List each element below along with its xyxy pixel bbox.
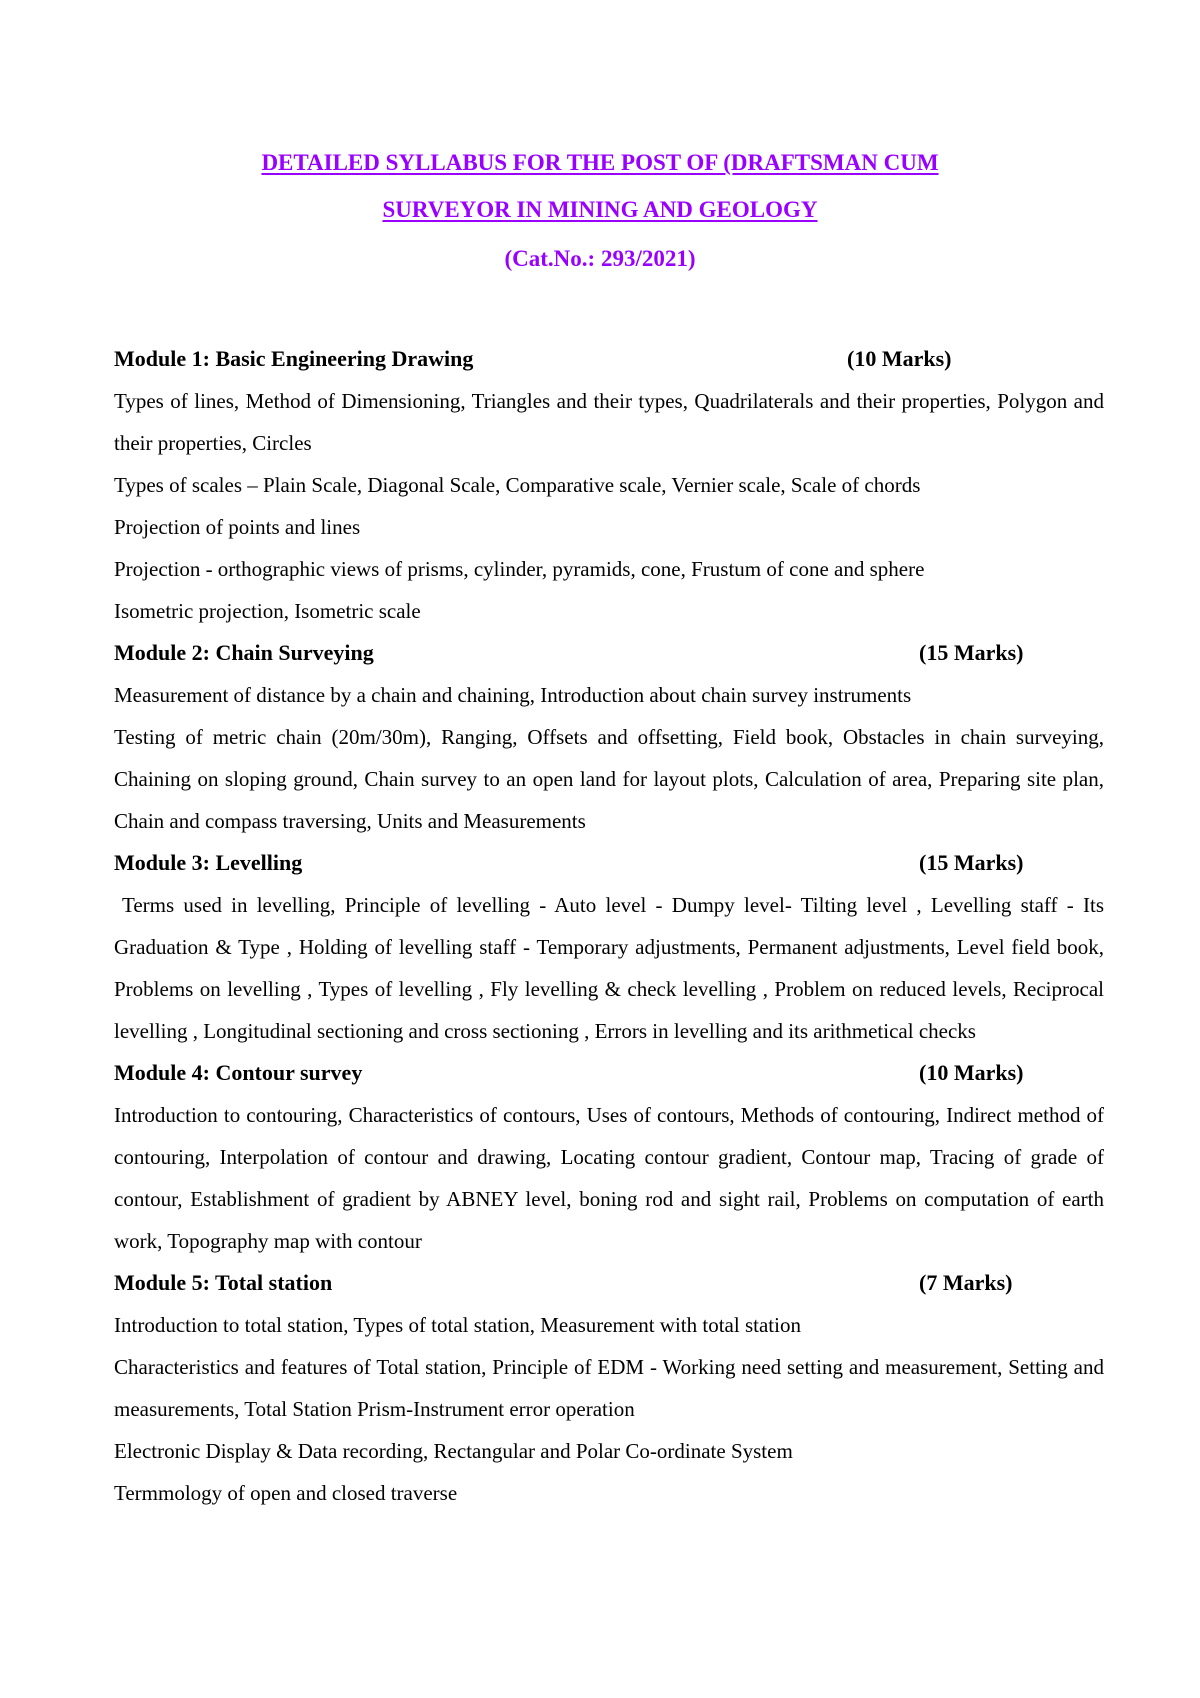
document-title-line-1: DETAILED SYLLABUS FOR THE POST OF (DRAFTSMAN CUM [261,150,939,175]
module-text: Testing of metric chain (20m/30m), Ranging, Offsets and offsetting, Field book, Obstacles in chain surveying, Chaining on sloping ground, Chain survey to an open land for layout plots, Calculation of area, Preparing site plan, Chain and compass traversing, Units and Measurements [114,725,1104,833]
category-number: (Cat.No.: 293/2021) [504,246,696,271]
module-title: Module 1: Basic Engineering Drawing [114,346,474,371]
module-marks: (10 Marks) [919,1060,1024,1085]
module-text: Projection - orthographic views of prisms, cylinder, pyramids, cone, Frustum of cone and sphere [114,557,925,581]
module-text: Projection of points and lines [114,515,361,539]
module-heading [114,1052,1104,1094]
module-text: Types of scales – Plain Scale, Diagonal Scale, Comparative scale, Vernier scale, Scale of chords [114,473,921,497]
module-heading [114,632,1104,674]
module-text: Electronic Display & Data recording, Rectangular and Polar Co-ordinate System [114,1439,793,1463]
module-5 [114,1262,1104,1514]
module-heading [114,338,1104,380]
module-title: Module 3: Levelling [114,850,303,875]
module-4 [114,1052,1104,1262]
module-heading [114,842,1104,884]
module-marks: (10 Marks) [847,346,952,371]
module-text: Introduction to contouring, Characteristics of contours, Uses of contours, Methods of contouring, Indirect method of contouring, Interpolation of contour and drawing, Locating contour gradient, Contour map, Tracing of grade of contour, Establishment of gradient by ABNEY level, boning rod and sight rail, Problems on computation of earth work, Topography map with contour [114,1103,1104,1253]
syllabus-content [114,338,1104,1514]
module-text: Types of lines, Method of Dimensioning, Triangles and their types, Quadrilaterals and their properties, Polygon and their properties, Circles [114,389,1104,455]
document-title-line-2: SURVEYOR IN MINING AND GEOLOGY [382,197,818,222]
module-heading [114,1262,1104,1304]
module-marks: (15 Marks) [919,850,1024,875]
module-text: Introduction to total station, Types of total station, Measurement with total station [114,1313,801,1337]
module-marks: (15 Marks) [919,640,1024,665]
module-title: Module 4: Contour survey [114,1060,363,1085]
module-title: Module 5: Total station [114,1270,333,1295]
module-text: Characteristics and features of Total station, Principle of EDM - Working need setting and measurement, Setting and measurements, Total Station Prism-Instrument error operation [114,1355,1104,1421]
module-text: Terms used in levelling, Principle of levelling - Auto level - Dumpy level- Tilting level , Levelling staff - Its Graduation & Type , Holding of levelling staff - Temporary adjustments, Permanent adjustments, Level field book, Problems on levelling , Types of levelling , Fly levelling & check levelling , Problem on reduced levels, Reciprocal levelling , Longitudinal sectioning and cross sectioning , Errors in levelling and its arithmetical checks [114,893,1104,1043]
module-text: Termmology of open and closed traverse [114,1481,458,1505]
module-1 [114,338,1104,632]
module-marks: (7 Marks) [919,1270,1013,1295]
module-2 [114,632,1104,842]
module-title: Module 2: Chain Surveying [114,640,374,665]
module-text: Measurement of distance by a chain and chaining, Introduction about chain survey instruments [114,683,912,707]
module-3 [114,842,1104,1052]
module-text: Isometric projection, Isometric scale [114,599,421,623]
